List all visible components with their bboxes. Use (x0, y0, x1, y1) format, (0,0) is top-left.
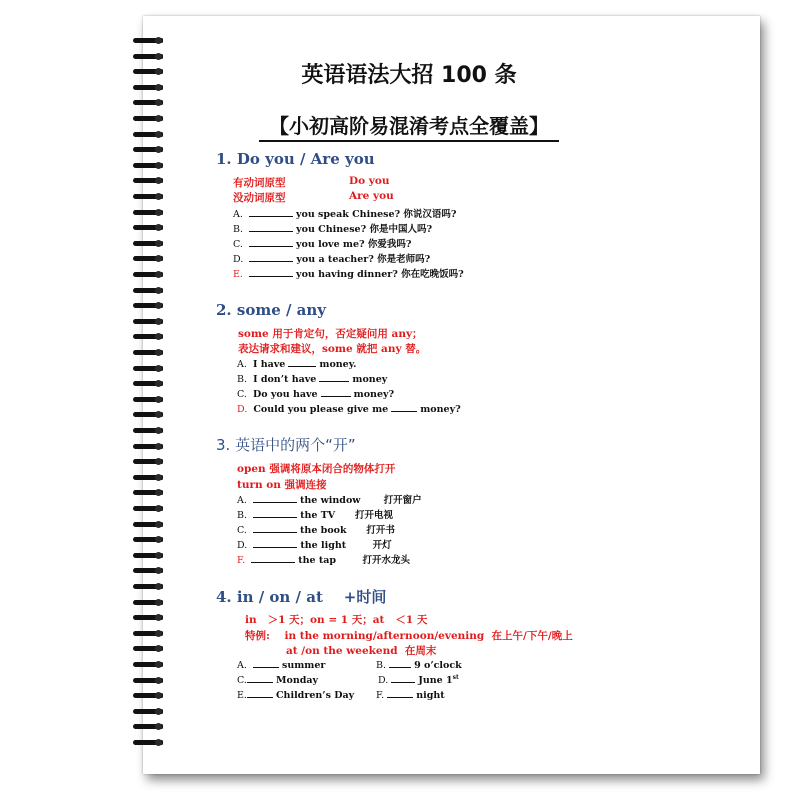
item-text: the light 开灯 (300, 540, 392, 551)
answer-blank[interactable] (249, 267, 293, 277)
spiral-ring (133, 678, 167, 684)
s2-rule2: 表达请求和建议，some 就把 any 替。 (238, 343, 427, 355)
spiral-ring (133, 522, 167, 528)
item-letter: B. (233, 224, 244, 235)
s4-item (376, 688, 445, 701)
s1-rule1-label: 有动词原型 (233, 177, 286, 189)
answer-blank[interactable] (391, 402, 417, 412)
item-text: money? (353, 389, 395, 400)
answer-blank[interactable] (288, 357, 316, 367)
item-text: Could you please give me (253, 404, 389, 415)
s1-rule2-value: Are you (349, 190, 394, 202)
s2-item (237, 402, 461, 415)
s4-rule3: at /on the weekend 在周末 (286, 645, 437, 657)
s2-item (237, 372, 387, 385)
spiral-ring (133, 381, 167, 387)
spiral-ring (133, 319, 167, 325)
spiral-ring (133, 646, 167, 652)
spiral-ring (133, 38, 167, 44)
spiral-ring (133, 615, 167, 621)
answer-blank[interactable] (249, 207, 293, 217)
spiral-ring (133, 350, 167, 356)
page-title: 英语语法大招 100 条 (301, 63, 517, 88)
item-text: money. (319, 359, 357, 370)
item-letter: D. (237, 540, 248, 551)
item-text: you speak Chinese? 你说汉语吗? (295, 209, 457, 220)
answer-blank[interactable] (253, 493, 297, 503)
item-letter: B. (376, 660, 387, 671)
item-letter: E. (237, 690, 247, 701)
s1-item (233, 206, 456, 220)
answer-blank[interactable] (253, 523, 297, 533)
item-letter: C. (237, 675, 247, 686)
item-letter: A. (237, 660, 247, 671)
superscript: st (452, 673, 459, 681)
answer-blank[interactable] (321, 387, 351, 397)
s1-item (233, 236, 411, 250)
page-subtitle (143, 110, 675, 139)
item-letter: E. (233, 269, 243, 280)
spiral-ring (133, 397, 167, 403)
answer-blank[interactable] (249, 237, 293, 247)
item-text: summer (281, 660, 326, 671)
spiral-ring (133, 366, 167, 372)
s4-item (376, 658, 462, 671)
spiral-ring (133, 272, 167, 278)
answer-blank[interactable] (251, 553, 295, 563)
spiral-ring (133, 740, 167, 746)
item-text: I don’t have (253, 374, 317, 385)
answer-blank[interactable] (247, 673, 273, 683)
section-1-heading: 1. Do you / Are you (216, 150, 375, 168)
item-text: night (416, 690, 445, 701)
spiral-ring (133, 553, 167, 559)
spiral-ring (133, 147, 167, 153)
s3-item (237, 552, 410, 566)
item-letter: B. (237, 510, 248, 521)
section-2-heading: 2. some / any (216, 301, 327, 319)
item-text: you Chinese? 你是中国人吗? (296, 224, 433, 235)
s4-item (237, 658, 325, 671)
answer-blank[interactable] (319, 372, 349, 382)
s3-item (237, 537, 392, 551)
s3-item (237, 492, 422, 506)
item-letter: F. (237, 555, 246, 566)
item-letter: A. (233, 209, 243, 220)
spiral-ring (133, 288, 167, 294)
item-text: the book 打开书 (300, 525, 395, 536)
item-text: Monday (275, 675, 319, 686)
answer-blank[interactable] (249, 222, 293, 232)
spiral-ring (133, 693, 167, 699)
spiral-ring (133, 210, 167, 216)
s4-item (237, 688, 354, 701)
spiral-ring (133, 163, 167, 169)
s3-rule1: open 强调将原本闭合的物体打开 (237, 463, 396, 475)
answer-blank[interactable] (391, 673, 415, 683)
spiral-ring (133, 475, 167, 481)
spiral-ring (133, 631, 167, 637)
spiral-ring (133, 724, 167, 730)
spiral-ring (133, 428, 167, 434)
section-4-heading: 4. in / on / at +时间 (216, 588, 387, 606)
s3-rule2: turn on 强调连接 (237, 479, 327, 491)
item-letter: D. (233, 254, 244, 265)
s1-item (233, 221, 432, 235)
s4-rule1: in ＞1 天；on = 1 天；at ＜1 天 (245, 614, 428, 626)
item-text: the tap 打开水龙头 (298, 555, 411, 566)
s2-item (237, 357, 356, 370)
spiral-ring (133, 303, 167, 309)
answer-blank[interactable] (253, 508, 297, 518)
spiral-ring (133, 178, 167, 184)
item-text: you a teacher? 你是老师吗? (296, 254, 431, 265)
item-text: I have (252, 359, 286, 370)
spiral-ring (133, 194, 167, 200)
item-text: 9 o’clock (414, 660, 462, 671)
s3-item (237, 507, 393, 521)
spiral-ring (133, 100, 167, 106)
item-letter: C. (237, 525, 247, 536)
item-text: Do you have (253, 389, 318, 400)
item-text: June 1 (418, 675, 453, 686)
section-3-heading: 3. 英语中的两个“开” (216, 436, 356, 454)
item-text: the window 打开窗户 (299, 495, 422, 506)
s1-item (233, 251, 430, 265)
item-letter: C. (237, 389, 247, 400)
spiral-ring (133, 568, 167, 574)
answer-blank[interactable] (247, 688, 273, 698)
s2-rule1: some 用于肯定句，否定疑问用 any； (238, 328, 423, 340)
item-letter: C. (233, 239, 243, 250)
s4-item (237, 673, 318, 686)
answer-blank[interactable] (387, 688, 413, 698)
spiral-ring (133, 256, 167, 262)
item-letter: B. (237, 374, 248, 385)
s1-item (233, 266, 464, 280)
spiral-ring (133, 537, 167, 543)
spiral-ring (133, 444, 167, 450)
spiral-ring (133, 459, 167, 465)
spiral-ring (133, 334, 167, 340)
spiral-ring (133, 662, 167, 668)
item-letter: A. (237, 495, 247, 506)
spiral-ring (133, 506, 167, 512)
s3-item (237, 522, 395, 536)
spiral-ring (133, 490, 167, 496)
s4-rule2: 特例: in the morning/afternoon/evening 在上午/下午/晚上 (245, 630, 573, 642)
item-text: you having dinner? 你在吃晚饭吗? (296, 269, 464, 280)
spiral-ring (133, 225, 167, 231)
item-letter: F. (376, 690, 385, 701)
s1-rule2-label: 没动词原型 (233, 192, 286, 204)
item-text: money (352, 374, 388, 385)
spiral-binding (133, 38, 169, 758)
spiral-ring (133, 600, 167, 606)
item-text: you love me? 你爱我吗? (296, 239, 412, 250)
answer-blank[interactable] (253, 658, 279, 668)
item-text: the TV 打开电视 (300, 510, 394, 521)
answer-blank[interactable] (253, 538, 297, 548)
s2-item (237, 387, 394, 400)
spiral-ring (133, 241, 167, 247)
answer-blank[interactable] (249, 252, 293, 262)
item-text: Children’s Day (276, 690, 355, 701)
item-letter: A. (237, 359, 247, 370)
subtitle-text: 【小初高阶易混淆考点全覆盖】 (259, 114, 559, 142)
answer-blank[interactable] (389, 658, 411, 668)
item-letter: D. (237, 404, 248, 415)
spiral-ring (133, 709, 167, 715)
spiral-ring (133, 412, 167, 418)
item-text: money? (420, 404, 461, 415)
s1-rule1-value: Do you (349, 175, 390, 187)
s4-item (378, 673, 459, 686)
item-letter: D. (378, 675, 389, 686)
spiral-ring (133, 584, 167, 590)
